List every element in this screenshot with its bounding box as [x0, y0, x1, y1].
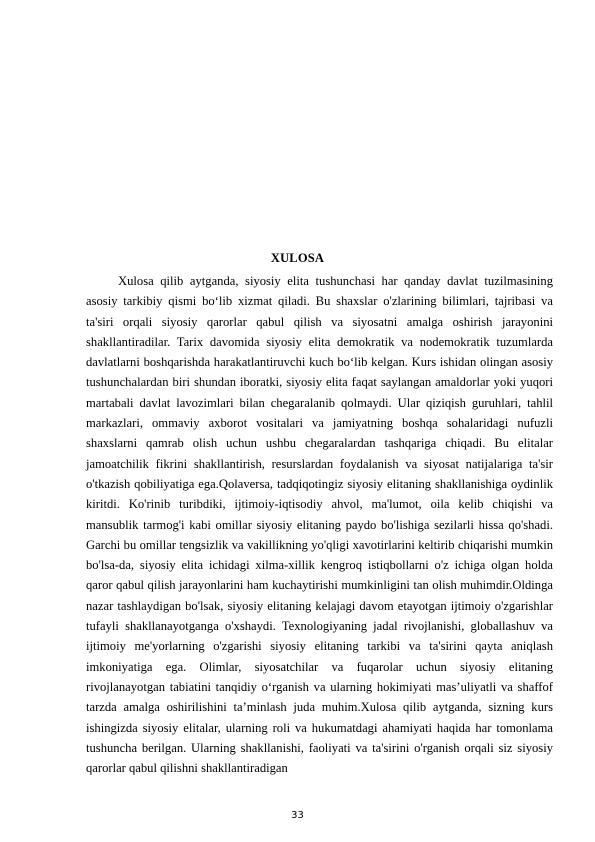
- section-heading: XULOSA: [270, 251, 325, 265]
- page-number: 33: [291, 810, 304, 821]
- body-paragraph: Xulosa qilib aytganda, siyosiy elita tushunchasi har qanday davlat tuzilmasining asosiy tarkibiy qismi bo‘lib xizmat qiladi. Bu shaxslar o'zlarining bilimlari, tajribasi va ta'siri orqali siyosiy qarorlar qabul qilish va siyosatni amalga oshirish jarayonini shakllantiradilar. Tarix davomida siyosiy elita demokratik va nodemokratik tuzumlarda davlatlarni boshqarishda harakatlantiruvchi kuch bo‘lib kelgan. Kurs ishidan olingan asosiy tushunchalardan biri shundan iboratki, siyosiy elita faqat saylangan amaldorlar yoki yuqori martabali davlat lavozimlari bilan chegaralanib qolmaydi. Ular qiziqish guruhlari, tahlil markazlari, ommaviy axborot vositalari va jamiyatning boshqa sohalaridagi nufuzli shaxslarni qamrab olish uchun ushbu chegaralardan tashqariga chiqadi. Bu elitalar jamoatchilik fikrini shakllantirish, resurslardan foydalanish va siyosat natijalariga ta'sir o'tkazish qobiliyatiga ega.Qolaversa, tadqiqotingiz siyosiy elitaning shakllanishiga oydinlik kiritdi. Ko'rinib turibdiki, ijtimoiy-iqtisodiy ahvol, ma'lumot, oila kelib chiqishi va mansublik tarmog'i kabi omillar siyosiy elitaning paydo bo'lishiga sezilarli hissa qo'shadi. Garchi bu omillar tengsizlik va vakillikning yo'qligi xavotirlarini keltirib chiqarishi mumkin bo'lsa-da, siyosiy elita ichidagi xilma-xillik kengroq istiqbollarni o'z ichiga olgan holda qaror qabul qilish jarayonlarini ham kuchaytirishi mumkinligini tan olish muhimdir.Oldinga nazar tashlaydigan bo'lsak, siyosiy elitaning kelajagi davom etayotgan ijtimoiy o'zgarishlar tufayli shakllanayotganga o'xshaydi. Texnologiyaning jadal rivojlanishi, globallashuv va ijtimoiy me'yorlarning o'zgarishi siyosiy elitaning tarkibi va ta'sirini qayta aniqlash imkoniyatiga ega. Olimlar, siyosatchilar va fuqarolar uchun siyosiy elitaning rivojlanayotgan tabiatini tanqidiy o‘rganish va ularning hokimiyati mas’uliyatli va shaffof tarzda amalga oshirilishini ta’minlash juda muhim.Xulosa qilib aytganda, sizning kurs ishingizda siyosiy elitalar, ularning roli va hukumatdagi ahamiyati haqida har tomonlama tushuncha berilgan. Ularning shakllanishi, faoliyati va ta'sirini o'rganish orqali siz siyosiy qarorlar qabul qilishni shakllantiradigan: [86, 274, 553, 776]
